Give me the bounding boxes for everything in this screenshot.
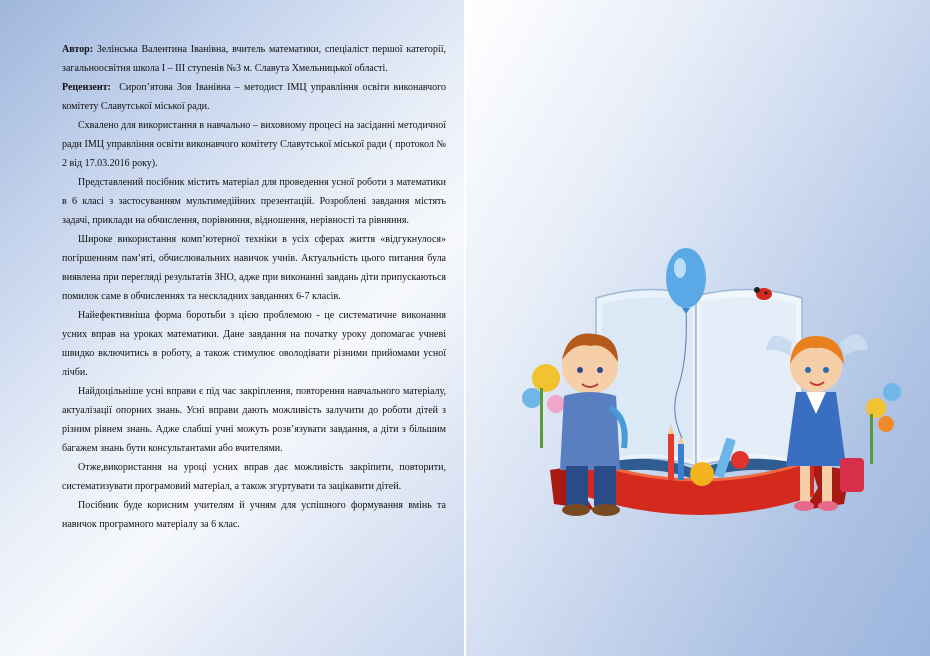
boy-character-icon bbox=[522, 334, 625, 516]
relevance-paragraph: Широке використання комп’ютерної техніки в усіх сферах життя «відгукнулося» погіршенням пам’яті, обчислювальних навичок учнів. Актуальність цього питання була виявлена при перегляді результатів ЗНО, адже при виконанні завдань діти припускаються помилок саме в обчисленнях та нескладних завданнях 6-7 класів. bbox=[62, 234, 446, 302]
solution-paragraph: Найефективніша форма боротьби з цією проблемою - це систематичне виконання усних вправ на уроках математики. Дане завдання на початку уроку допомагає учневі швидко включитись в роботу, а також стимулює оволодівати різними прийомами усної лічби. bbox=[62, 310, 446, 378]
conclusion-paragraph: Отже,використання на уроці усних вправ дає можливість закріпити, повторити, систематизувати програмовий матеріал, а також згуртувати та зацікавити дітей. bbox=[62, 462, 446, 492]
description-paragraph: Представлений посібник містить матеріал для проведення усної роботи з математики в 6 класі з застосуванням мультимедійних презентацій. Розроблені завдання містять задачі, приклади на обчислення, порівняння, відношення, нерівності та рівняння. bbox=[62, 177, 446, 226]
author-paragraph bbox=[62, 40, 446, 78]
open-book-icon bbox=[590, 289, 808, 480]
approval-paragraph: Схвалено для використання в навчально – виховному процесі на засіданні методичної ради ІМЦ управління освіти виконавчого комітету Славутської міської ради ( протокол № 2 від 17.03.2016 року). bbox=[62, 120, 446, 169]
usage-paragraph: Найдоцільніше усні вправи є під час закріплення, повторення навчального матеріалу, актуалізації опорних знань. Усні вправи дають можливість залучити до роботи дітей з різним рівнем знань. Адже слабші учні можуть розв’язувати завдання, а діти з більшим багажем знань бути консультантами або вчителями. bbox=[62, 386, 446, 454]
school-children-illustration bbox=[510, 238, 910, 538]
audience-paragraph: Посібник буде корисним учителям й учням для успішного формування вмінь та навичок програмного матеріалу за 6 клас. bbox=[62, 500, 446, 530]
reviewer-label: Рецензент: bbox=[62, 82, 111, 93]
reviewer-text: Сироп’ятова Зоя Іванівна – методист ІМЦ управління освіти виконавчого комітету Славутської міської ради. bbox=[62, 82, 446, 112]
author-text: Зелінська Валентина Іванівна, вчитель математики, спеціаліст першої категорії, загальноосвітня школа І – ІІІ ступенів №3 м. Славута Хмельницької області. bbox=[62, 44, 446, 74]
reviewer-paragraph bbox=[62, 78, 446, 116]
author-label: Автор: bbox=[62, 44, 94, 55]
left-page bbox=[0, 0, 464, 656]
text-block bbox=[62, 40, 446, 534]
